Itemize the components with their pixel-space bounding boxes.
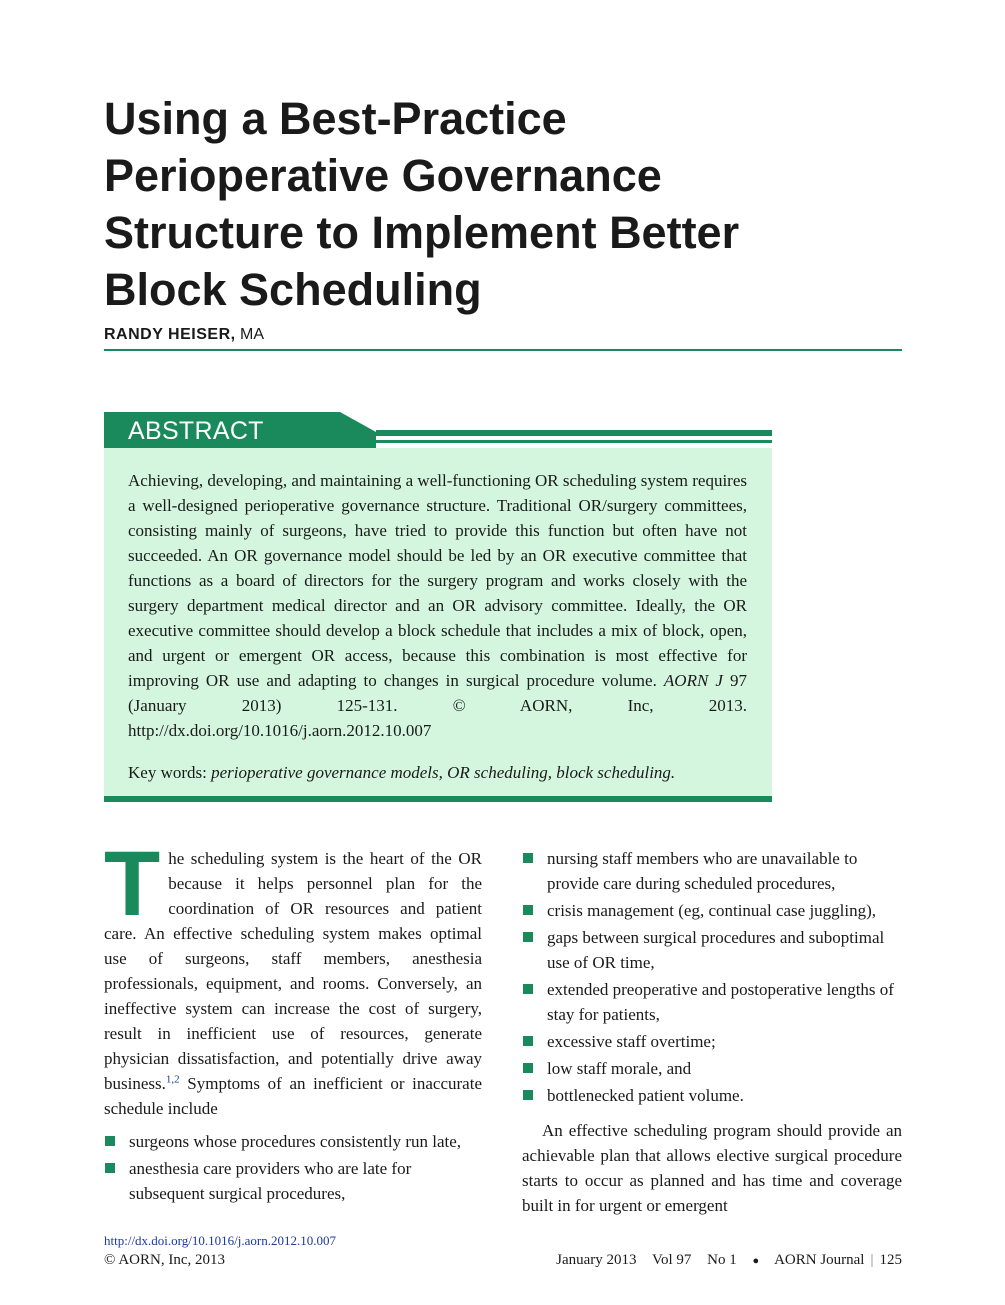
bullet-square-icon <box>523 905 533 915</box>
author-byline <box>104 326 264 344</box>
drop-cap: T <box>104 833 161 935</box>
bullet-square-icon <box>523 853 533 863</box>
list-item: gaps between surgical procedures and suboptimal use of OR time, <box>522 925 902 975</box>
reference-link[interactable]: 1,2 <box>165 1073 180 1086</box>
intro-paragraph <box>104 833 482 1121</box>
title-line: Structure to Implement Better <box>104 207 740 258</box>
list-item: extended preoperative and postoperative lengths of stay for patients, <box>522 977 902 1027</box>
footer-bullet-icon: ● <box>752 1255 760 1267</box>
page-number: 125 <box>879 1252 902 1268</box>
symptom-list <box>104 1129 482 1206</box>
footer-number: No 1 <box>707 1252 737 1268</box>
title-line: Using a Best-Practice <box>104 93 567 144</box>
keywords-list: perioperative governance models, OR scheduling, block scheduling. <box>211 763 676 782</box>
list-item: surgeons whose procedures consistently run late, <box>104 1129 482 1154</box>
footer-volume: Vol 97 <box>652 1252 692 1268</box>
abstract-text <box>128 468 747 743</box>
body-column-left <box>104 833 482 1208</box>
bullet-square-icon <box>523 932 533 942</box>
list-item: anesthesia care providers who are late for subsequent surgical procedures, <box>104 1156 482 1206</box>
list-item: low staff morale, and <box>522 1056 902 1081</box>
article-title <box>104 90 904 318</box>
abstract-body: Achieving, developing, and maintaining a well-functioning OR scheduling system requires a well-designed perioperative governance structure. Traditional OR/surgery committees, consisting mainly of surgeons, have tried to provide this function but often have not succeeded. An OR governance model should be led by an OR executive committee that functions as a board of directors for the surgery program and works closely with the surgery department medical director and an OR advisory committee. Ideally, the OR executive committee should develop a block schedule that includes a mix of block, open, and urgent or emergent OR access, because this combination is most effective for improving OR use and adapting to changes in surgical procedure volume. <box>128 471 747 690</box>
bullet-square-icon <box>523 1090 533 1100</box>
bullet-square-icon <box>105 1136 115 1146</box>
bullet-square-icon <box>523 984 533 994</box>
bullet-square-icon <box>523 1036 533 1046</box>
author-credential: MA <box>240 326 265 343</box>
abstract-box <box>104 448 772 802</box>
list-item: crisis management (eg, continual case juggling), <box>522 898 902 923</box>
footer-journal: AORN Journal <box>774 1252 865 1268</box>
body-paragraph: An effective scheduling program should provide an achievable plan that allows elective surgical procedure starts to occur as planned and has time and coverage built in for urgent or emergent <box>522 1121 902 1215</box>
keywords <box>128 760 747 785</box>
title-line: Block Scheduling <box>104 264 482 315</box>
footer-issue-info: January 2013 Vol 97 No 1 ● AORN Journal | 125 <box>556 1252 902 1268</box>
title-line: Perioperative Governance <box>104 150 662 201</box>
list-item: bottlenecked patient volume. <box>522 1083 902 1108</box>
footer-date: January 2013 <box>556 1252 637 1268</box>
abstract-heading: ABSTRACT <box>128 417 264 445</box>
bullet-square-icon <box>523 1063 533 1073</box>
list-item: nursing staff members who are unavailable to provide care during scheduled procedures, <box>522 846 902 896</box>
keywords-label: Key words: <box>128 763 207 782</box>
body-column-right <box>522 846 902 1218</box>
abstract-header <box>104 412 772 448</box>
author-name: RANDY HEISER, <box>104 326 236 343</box>
list-item: excessive staff overtime; <box>522 1029 902 1054</box>
bullet-square-icon <box>105 1163 115 1173</box>
symptom-list-cont <box>522 846 902 1108</box>
journal-abbrev: AORN J <box>663 671 723 690</box>
intro-text: he scheduling system is the heart of the OR because it helps personnel plan for the coordination of OR resources and patient care. An effective scheduling system makes optimal use of surgeons, staff members, anesthesia professionals, equipment, and rooms. Conversely, an ineffective system can increase the cost of surgery, result in inefficient use of resources, generate physician dissatisfaction, and potentially drive away business. <box>104 849 482 1093</box>
abstract-citation: 97 (January 2013) 125-131. © AORN, Inc, 2013. http://dx.doi.org/10.1016/j.aorn.2012.10.007 <box>128 671 748 740</box>
footer-doi-link[interactable]: http://dx.doi.org/10.1016/j.aorn.2012.10.007 <box>104 1233 336 1248</box>
intro-text-cont: Symptoms of an inefficient or inaccurate schedule include <box>104 1074 482 1118</box>
footer-copyright: © AORN, Inc, 2013 <box>104 1252 225 1268</box>
title-divider <box>104 349 902 351</box>
